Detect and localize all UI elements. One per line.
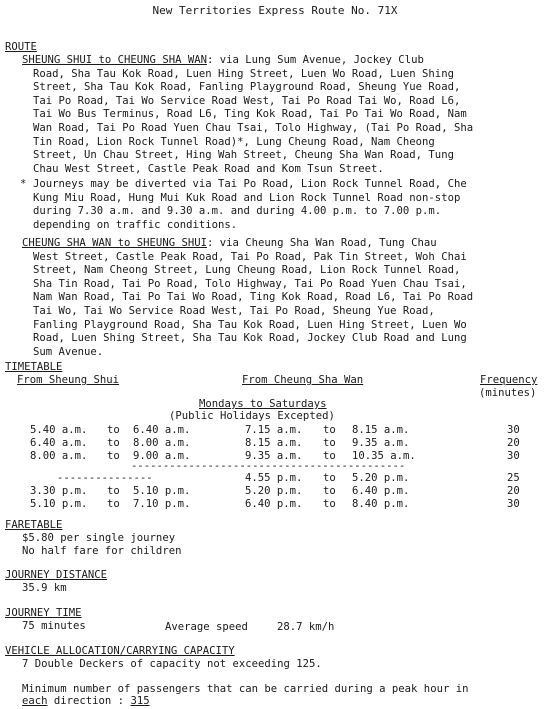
- row-5-ss-to: 7.10 p.m.: [133, 498, 191, 510]
- vehicle-heading: VEHICLE ALLOCATION/CARRYING CAPACITY: [5, 645, 235, 657]
- diversion-note: [33, 178, 467, 232]
- row-4-ss-from: 3.30 p.m.: [30, 485, 88, 497]
- outbound-route: [22, 54, 473, 176]
- journey-distance-value: 35.9 km: [22, 582, 67, 594]
- journey-time-value: 75 minutes: [22, 620, 86, 632]
- row-5-freq: 30: [507, 498, 520, 510]
- row-1-to: to: [107, 437, 120, 449]
- journey-distance-heading: JOURNEY DISTANCE: [5, 569, 108, 581]
- row-3-csw-to: 5.20 p.m.: [352, 472, 410, 484]
- row-4-to: to: [107, 485, 120, 497]
- inbound-line-4: Nam Wan Road, Tai Po Tai Wo Road, Ting Kok Road, Road L6, Tai Po Road: [33, 291, 474, 304]
- row-4-csw-from: 5.20 p.m.: [245, 485, 303, 497]
- row-1-freq: 20: [507, 437, 520, 449]
- row-0-to: to: [107, 424, 120, 436]
- inbound-route: [22, 237, 473, 359]
- outbound-line-3: Tai Po Road, Tai Wo Service Road West, Tai Po Road Tai Wo, Road L6,: [33, 94, 461, 107]
- row-3-freq: 25: [507, 472, 520, 484]
- note-line-2: during 7.30 a.m. and 9.30 a.m. and during 4.00 p.m. to 7.00 p.m.: [33, 205, 442, 218]
- row-2-csw-to-word: to: [323, 450, 336, 462]
- row-2-csw-to: 10.35 a.m.: [352, 450, 416, 462]
- min-passengers-value: 315: [130, 695, 150, 707]
- row-2-freq: 30: [507, 450, 520, 462]
- inbound-line-2: Street, Nam Cheong Street, Lung Cheung Road, Lion Rock Tunnel Road,: [33, 264, 461, 277]
- average-speed-label: Average speed: [165, 621, 248, 633]
- inbound-line-7: Road, Luen Shing Street, Sha Tau Kok Road, Jockey Club Road and Lung: [33, 332, 467, 345]
- outbound-line-2: Street, Sha Tau Kok Road, Fanling Playground Road, Sheung Yue Road,: [33, 81, 461, 94]
- inbound-line-0: : via Cheung Sha Wan Road, Tung Chau: [206, 237, 437, 249]
- row-1-ss-to: 8.00 a.m.: [133, 437, 191, 449]
- row-4-csw-to: 6.40 p.m.: [352, 485, 410, 497]
- row-4-freq: 20: [507, 485, 520, 497]
- outbound-line-5: Wan Road, Tai Po Road Yuen Chau Tsai, Tolo Highway, (Tai Po Road, Sha: [33, 121, 474, 134]
- outbound-line-6: Tin Road, Lion Rock Tunnel Road)*, Lung Cheung Road, Nam Cheong: [33, 135, 435, 148]
- min-passengers-line: Minimum number of passengers that can be carried during a peak hour in: [22, 683, 469, 695]
- timetable-separator-long: -------------------------------------------: [131, 460, 405, 472]
- min-direction: direction :: [53, 695, 125, 707]
- row-2-csw-from: 9.35 a.m.: [245, 450, 303, 462]
- row-1-csw-to-word: to: [323, 437, 336, 449]
- row-0-ss-from: 5.40 a.m.: [30, 424, 88, 436]
- note-line-0: Journeys may be diverted via Tai Po Road, Lion Rock Tunnel Road, Che: [33, 178, 467, 190]
- fare-line-1: $5.80 per single journey: [22, 532, 176, 544]
- period-note: (Public Holidays Excepted): [169, 410, 335, 422]
- inbound-label: CHEUNG SHA WAN to SHEUNG SHUI: [22, 237, 207, 249]
- inbound-line-5: Tai Wo, Tai Wo Service Road West, Tai Po Road, Sheung Yue Road,: [33, 304, 435, 317]
- row-5-csw-to-word: to: [323, 498, 336, 510]
- timetable-evening-rows: [0, 472, 550, 514]
- row-3-csw-from: 4.55 p.m.: [245, 472, 303, 484]
- outbound-line-7: Street, Un Chau Street, Hing Wah Street, Cheung Sha Wan Road, Tung: [33, 149, 454, 162]
- row-5-csw-from: 6.40 p.m.: [245, 498, 303, 510]
- row-4-ss-to: 5.10 p.m.: [133, 485, 191, 497]
- outbound-line-8: Chau West Street, Castle Peak Road and Kom Tsun Street.: [33, 162, 384, 175]
- row-1-ss-from: 6.40 a.m.: [30, 437, 88, 449]
- row-3-csw-to-word: to: [323, 472, 336, 484]
- timetable-separator-short: ---------------: [57, 472, 153, 484]
- period-heading: Mondays to Saturdays: [199, 398, 327, 410]
- note-line-3: depending on traffic conditions.: [33, 218, 238, 231]
- row-2-ss-to: 9.00 a.m.: [133, 450, 191, 462]
- outbound-line-0: : via Lung Sum Avenue, Jockey Club: [206, 54, 424, 66]
- col-frequency: Frequency: [480, 374, 538, 386]
- note-line-1: Kung Miu Road, Hung Mui Kuk Road and Lion Rock Tunnel Road non-stop: [33, 191, 461, 204]
- diversion-note-marker: *: [20, 178, 27, 190]
- row-0-freq: 30: [507, 424, 520, 436]
- document-title: New Territories Express Route No. 71X: [152, 4, 398, 17]
- inbound-line-8: Sum Avenue.: [33, 345, 104, 358]
- row-2-ss-from: 8.00 a.m.: [30, 450, 88, 462]
- row-1-csw-to: 9.35 a.m.: [352, 437, 410, 449]
- vehicle-capacity-line: 7 Double Deckers of capacity not exceeding 125.: [22, 658, 322, 670]
- inbound-line-1: West Street, Castle Peak Road, Tai Po Road, Pak Tin Street, Woh Chai: [33, 250, 467, 263]
- row-4-csw-to-word: to: [323, 485, 336, 497]
- inbound-line-6: Fanling Playground Road, Sha Tau Kok Road, Luen Hing Street, Luen Wo: [33, 318, 467, 331]
- row-0-csw-from: 7.15 a.m.: [245, 424, 303, 436]
- inbound-line-3: Sha Tin Road, Tai Po Road, Tolo Highway, Tai Po Road Yuen Chau Tsai,: [33, 277, 467, 290]
- row-5-ss-from: 5.10 p.m.: [30, 498, 88, 510]
- timetable-heading: TIMETABLE: [5, 361, 63, 373]
- row-0-ss-to: 6.40 a.m.: [133, 424, 191, 436]
- row-5-to: to: [107, 498, 120, 510]
- min-each: each: [22, 695, 48, 707]
- row-0-csw-to-word: to: [323, 424, 336, 436]
- col-from-cheung-sha-wan: From Cheung Sha Wan: [242, 374, 364, 386]
- row-5-csw-to: 8.40 p.m.: [352, 498, 410, 510]
- row-2-to: to: [107, 450, 120, 462]
- row-1-csw-from: 8.15 a.m.: [245, 437, 303, 449]
- average-speed-value: 28.7 km/h: [277, 621, 335, 633]
- journey-time-heading: JOURNEY TIME: [5, 607, 82, 619]
- route-heading: ROUTE: [5, 41, 37, 53]
- col-from-sheung-shui: From Sheung Shui: [17, 374, 120, 386]
- outbound-line-4: Tai Wo Bus Terminus, Road L6, Ting Kok Road, Tai Po Tai Wo Road, Nam: [33, 108, 467, 121]
- faretable-heading: FARETABLE: [5, 519, 63, 531]
- fare-line-2: No half fare for children: [22, 545, 182, 557]
- outbound-line-1: Road, Sha Tau Kok Road, Luen Hing Street, Luen Wo Road, Luen Shing: [33, 67, 454, 80]
- outbound-label: SHEUNG SHUI to CHEUNG SHA WAN: [22, 54, 207, 66]
- col-frequency-unit: (minutes): [479, 387, 537, 399]
- row-0-csw-to: 8.15 a.m.: [352, 424, 410, 436]
